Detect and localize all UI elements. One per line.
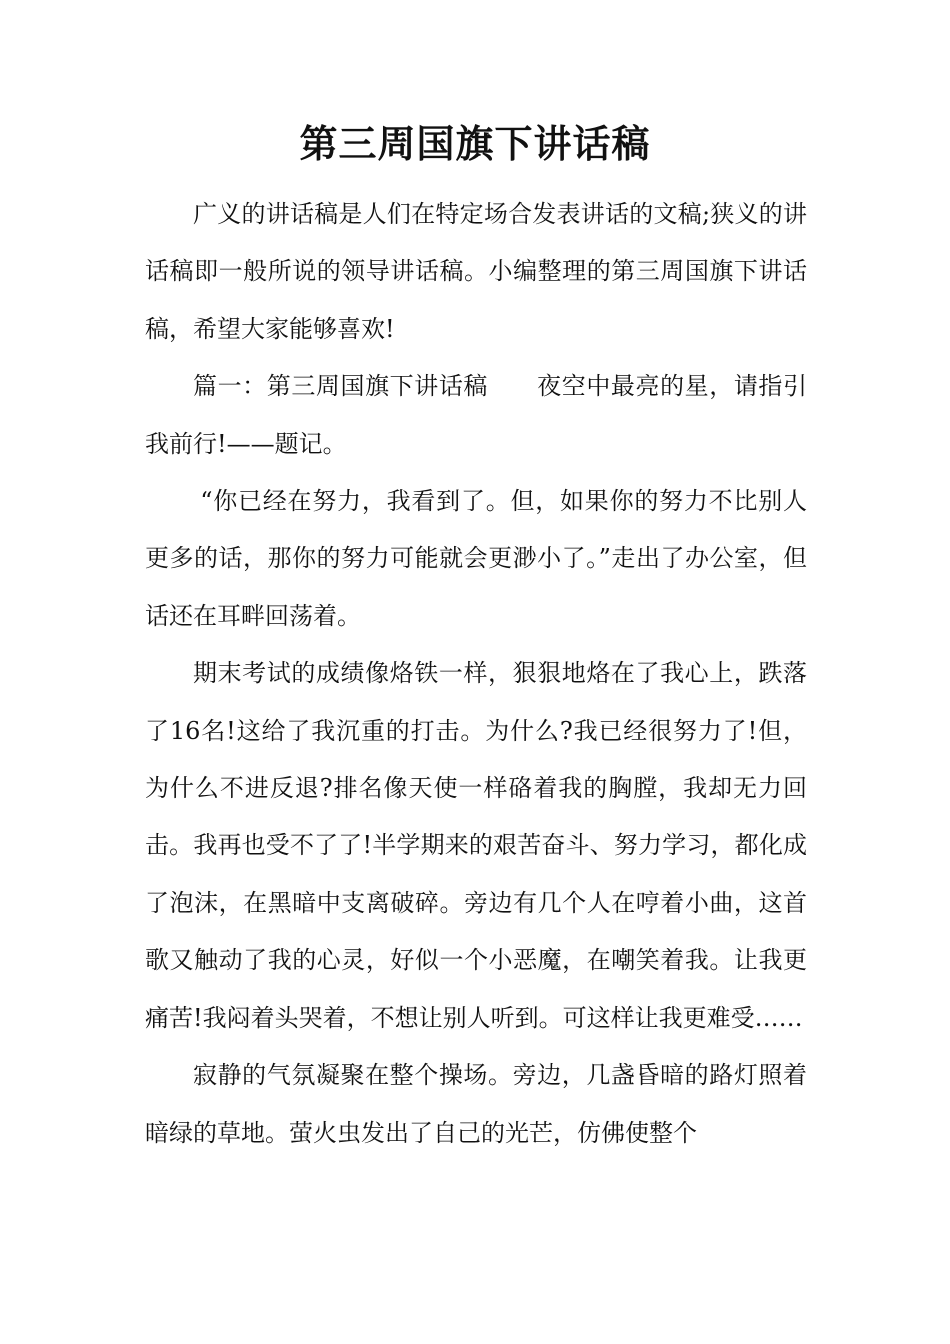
paragraph-quote: “你已经在努力，我看到了。但，如果你的努力不比别人更多的话，那你的努力可能就会更渺小了。”走出了办公室，但话还在耳畔回荡着。 xyxy=(145,487,807,630)
paragraph-playground: 寂静的气氛凝聚在整个操场。旁边，几盏昏暗的路灯照着暗绿的草地。萤火虫发出了自己的光芒，仿佛使整个 xyxy=(145,1061,807,1147)
page-title: 第三周国旗下讲话稿 xyxy=(299,122,651,166)
document-body xyxy=(145,186,807,1162)
paragraph-chapter-heading: 篇一：第三周国旗下讲话稿 夜空中最亮的星，请指引我前行!——题记。 xyxy=(145,372,807,458)
paragraph-intro: 广义的讲话稿是人们在特定场合发表讲话的文稿;狭义的讲话稿即一般所说的领导讲话稿。小编整理的第三周国旗下讲话稿，希望大家能够喜欢! xyxy=(145,200,807,343)
paragraph-exam: 期末考试的成绩像烙铁一样，狠狠地烙在了我心上，跌落了16名!这给了我沉重的打击。为什么?我已经很努力了!但，为什么不进反退?排名像天使一样硌着我的胸膛，我却无力回击。我再也受不了了!半学期来的艰苦奋斗、努力学习，都化成了泡沫，在黑暗中支离破碎。旁边有几个人在哼着小曲，这首歌又触动了我的心灵，好似一个小恶魔，在嘲笑着我。让我更痛苦!我闷着头哭着，不想让别人听到。可这样让我更难受…… xyxy=(145,659,807,1032)
